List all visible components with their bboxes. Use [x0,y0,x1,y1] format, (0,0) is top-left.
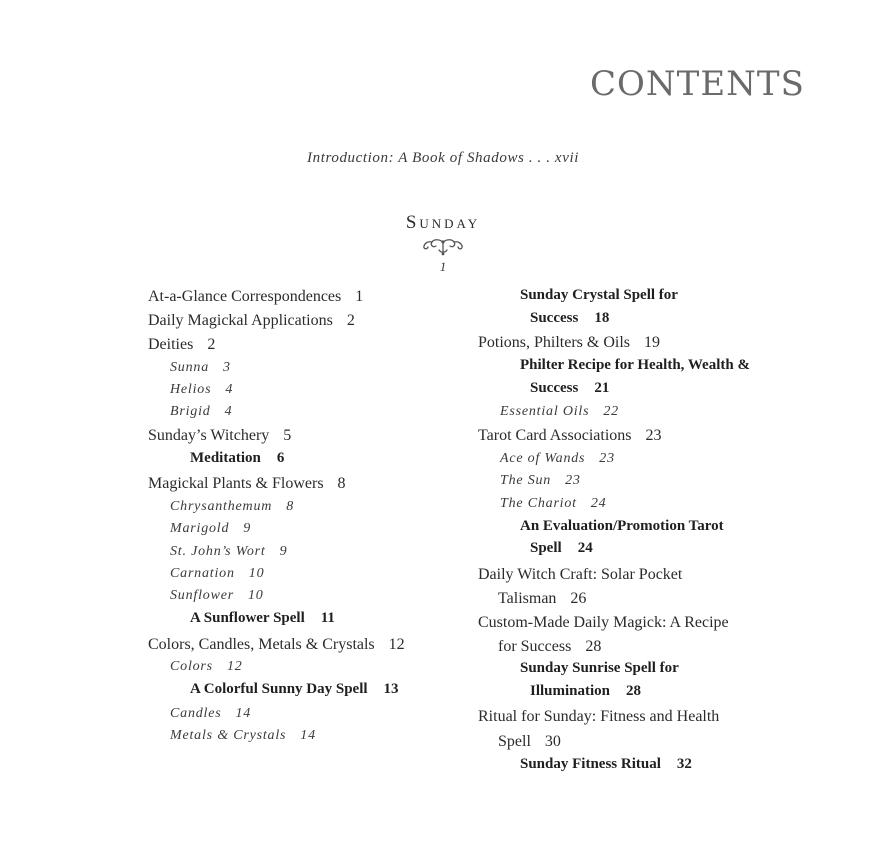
entry-title: Helios [170,382,212,397]
toc-entry[interactable] [478,428,662,444]
section-page-number: 1 [439,259,447,274]
toc-spell-entry[interactable] [520,661,679,676]
toc-spell-entry[interactable] [190,682,399,697]
entry-page: 14 [235,706,252,721]
toc-spell-entry-continued[interactable] [530,684,641,699]
entry-page: 8 [286,499,294,514]
section-heading: Sunday [405,212,481,233]
toc-subentry[interactable] [170,383,233,397]
toc-spell-entry[interactable] [520,288,678,303]
toc-subentry[interactable] [500,474,581,488]
toc-subentry[interactable] [170,500,294,514]
entry-title: Spell [498,733,531,750]
entry-title: Sunday’s Witchery [148,427,270,444]
flourish-ornament-icon [421,238,465,256]
entry-title: Sunday Sunrise Spell for [520,660,679,676]
toc-subentry[interactable] [170,729,316,743]
entry-page: 23 [599,451,615,466]
toc-subentry[interactable] [170,660,243,674]
toc-entry[interactable] [148,476,346,492]
entry-title: Marigold [170,521,230,536]
entry-title: A Colorful Sunny Day Spell [190,681,368,697]
toc-entry[interactable] [148,428,291,444]
toc-subentry[interactable] [170,707,251,721]
entry-page: 6 [276,450,285,466]
entry-title: The Chariot [500,496,577,511]
entry-page: 4 [225,382,234,397]
entry-title: Brigid [170,404,211,419]
entry-page: 8 [337,475,346,492]
toc-subentry[interactable] [500,497,606,511]
toc-spell-entry[interactable] [190,611,335,626]
entry-page: 2 [207,336,216,353]
entry-title: At-a-Glance Correspondences [148,288,342,305]
entry-page: 22 [603,404,619,419]
page-title: CONTENTS [590,64,805,104]
toc-entry[interactable] [478,709,719,725]
toc-spell-entry[interactable] [520,757,692,772]
entry-page: 19 [644,334,661,351]
toc-spell-entry-continued[interactable] [530,541,593,556]
toc-subentry[interactable] [500,405,619,419]
entry-page: 3 [223,360,231,375]
entry-page: 4 [224,404,233,419]
entry-page: 24 [590,496,607,511]
toc-entry[interactable] [478,615,729,631]
entry-title: Daily Magickal Applications [148,312,333,329]
entry-title: Tarot Card Associations [478,427,632,444]
entry-title: Chrysanthemum [170,499,273,514]
toc-entry-continued[interactable] [498,734,561,750]
toc-spell-entry[interactable] [520,519,724,534]
toc-subentry[interactable] [170,567,264,581]
toc-spell-entry[interactable] [520,358,750,373]
toc-entry[interactable] [478,567,682,583]
entry-page: 14 [300,728,316,743]
toc-entry-continued[interactable] [498,639,601,655]
entry-page: 32 [676,756,692,772]
entry-title: Carnation [170,566,235,581]
entry-title: Daily Witch Craft: Solar Pocket [478,566,683,583]
entry-title: Deities [148,336,194,353]
entry-page: 13 [383,681,399,697]
toc-subentry[interactable] [170,405,232,419]
toc-entry-continued[interactable] [498,591,586,607]
entry-page: 28 [626,683,642,699]
entry-page: 18 [594,310,610,326]
entry-title: Ritual for Sunday: Fitness and Health [478,708,720,725]
entry-page: 2 [346,312,355,329]
entry-page: 23 [565,473,581,488]
toc-spell-entry[interactable] [190,451,284,466]
entry-title: The Sun [500,473,552,488]
toc-subentry[interactable] [170,361,231,375]
toc-subentry[interactable] [170,522,251,536]
toc-entry[interactable] [148,313,355,329]
toc-entry[interactable] [148,289,363,305]
entry-title: St. John’s Wort [170,544,266,559]
entry-title: Metals & Crystals [170,728,287,743]
entry-title: Custom-Made Daily Magick: A Recipe [478,614,729,631]
entry-page: 10 [247,588,264,603]
entry-title: Candles [170,706,222,721]
entry-page: 9 [279,544,288,559]
introduction-entry: Introduction: A Book of Shadows . . . xvii [307,150,579,166]
entry-page: 5 [283,427,292,444]
toc-spell-entry-continued[interactable] [530,381,609,396]
toc-subentry[interactable] [500,452,615,466]
entry-page: 11 [320,610,335,626]
entry-title: Ace of Wands [500,451,586,466]
toc-entry[interactable] [478,335,660,351]
entry-page: 24 [577,540,593,556]
entry-title: Colors, Candles, Metals & Crystals [148,636,375,653]
entry-title: Sunna [170,360,209,375]
toc-spell-entry-continued[interactable] [530,311,609,326]
toc-entry[interactable] [148,637,405,653]
entry-title: Essential Oils [500,404,590,419]
entry-title: Potions, Philters & Oils [478,334,631,351]
toc-subentry[interactable] [170,545,287,559]
entry-page: 12 [388,636,405,653]
entry-page: 28 [585,638,602,655]
entry-title: Sunday Fitness Ritual [520,756,661,772]
entry-page: 12 [226,659,243,674]
entry-title: Philter Recipe for Health, Wealth & [520,357,750,373]
entry-title: Magickal Plants & Flowers [148,475,324,492]
toc-subentry[interactable] [170,589,264,603]
entry-title: Sunday Crystal Spell for [520,287,678,303]
entry-title: for Success [498,638,572,655]
entry-page: 1 [355,288,364,305]
entry-title: Colors [170,659,213,674]
entry-page: 21 [594,380,610,396]
entry-title: Talisman [498,590,557,607]
entry-page: 26 [570,590,587,607]
entry-title: A Sunflower Spell [190,610,305,626]
entry-page: 23 [645,427,662,444]
toc-entry[interactable] [148,337,215,353]
entry-title: Illumination [530,683,611,699]
entry-page: 10 [248,566,265,581]
entry-page: 9 [243,521,252,536]
entry-title: Meditation [190,450,261,466]
entry-title: Success [530,380,579,396]
entry-title: Success [530,310,579,326]
entry-page: 30 [544,733,561,750]
entry-title: An Evaluation/Promotion Tarot [520,518,724,534]
entry-title: Spell [530,540,562,556]
entry-title: Sunflower [170,588,234,603]
